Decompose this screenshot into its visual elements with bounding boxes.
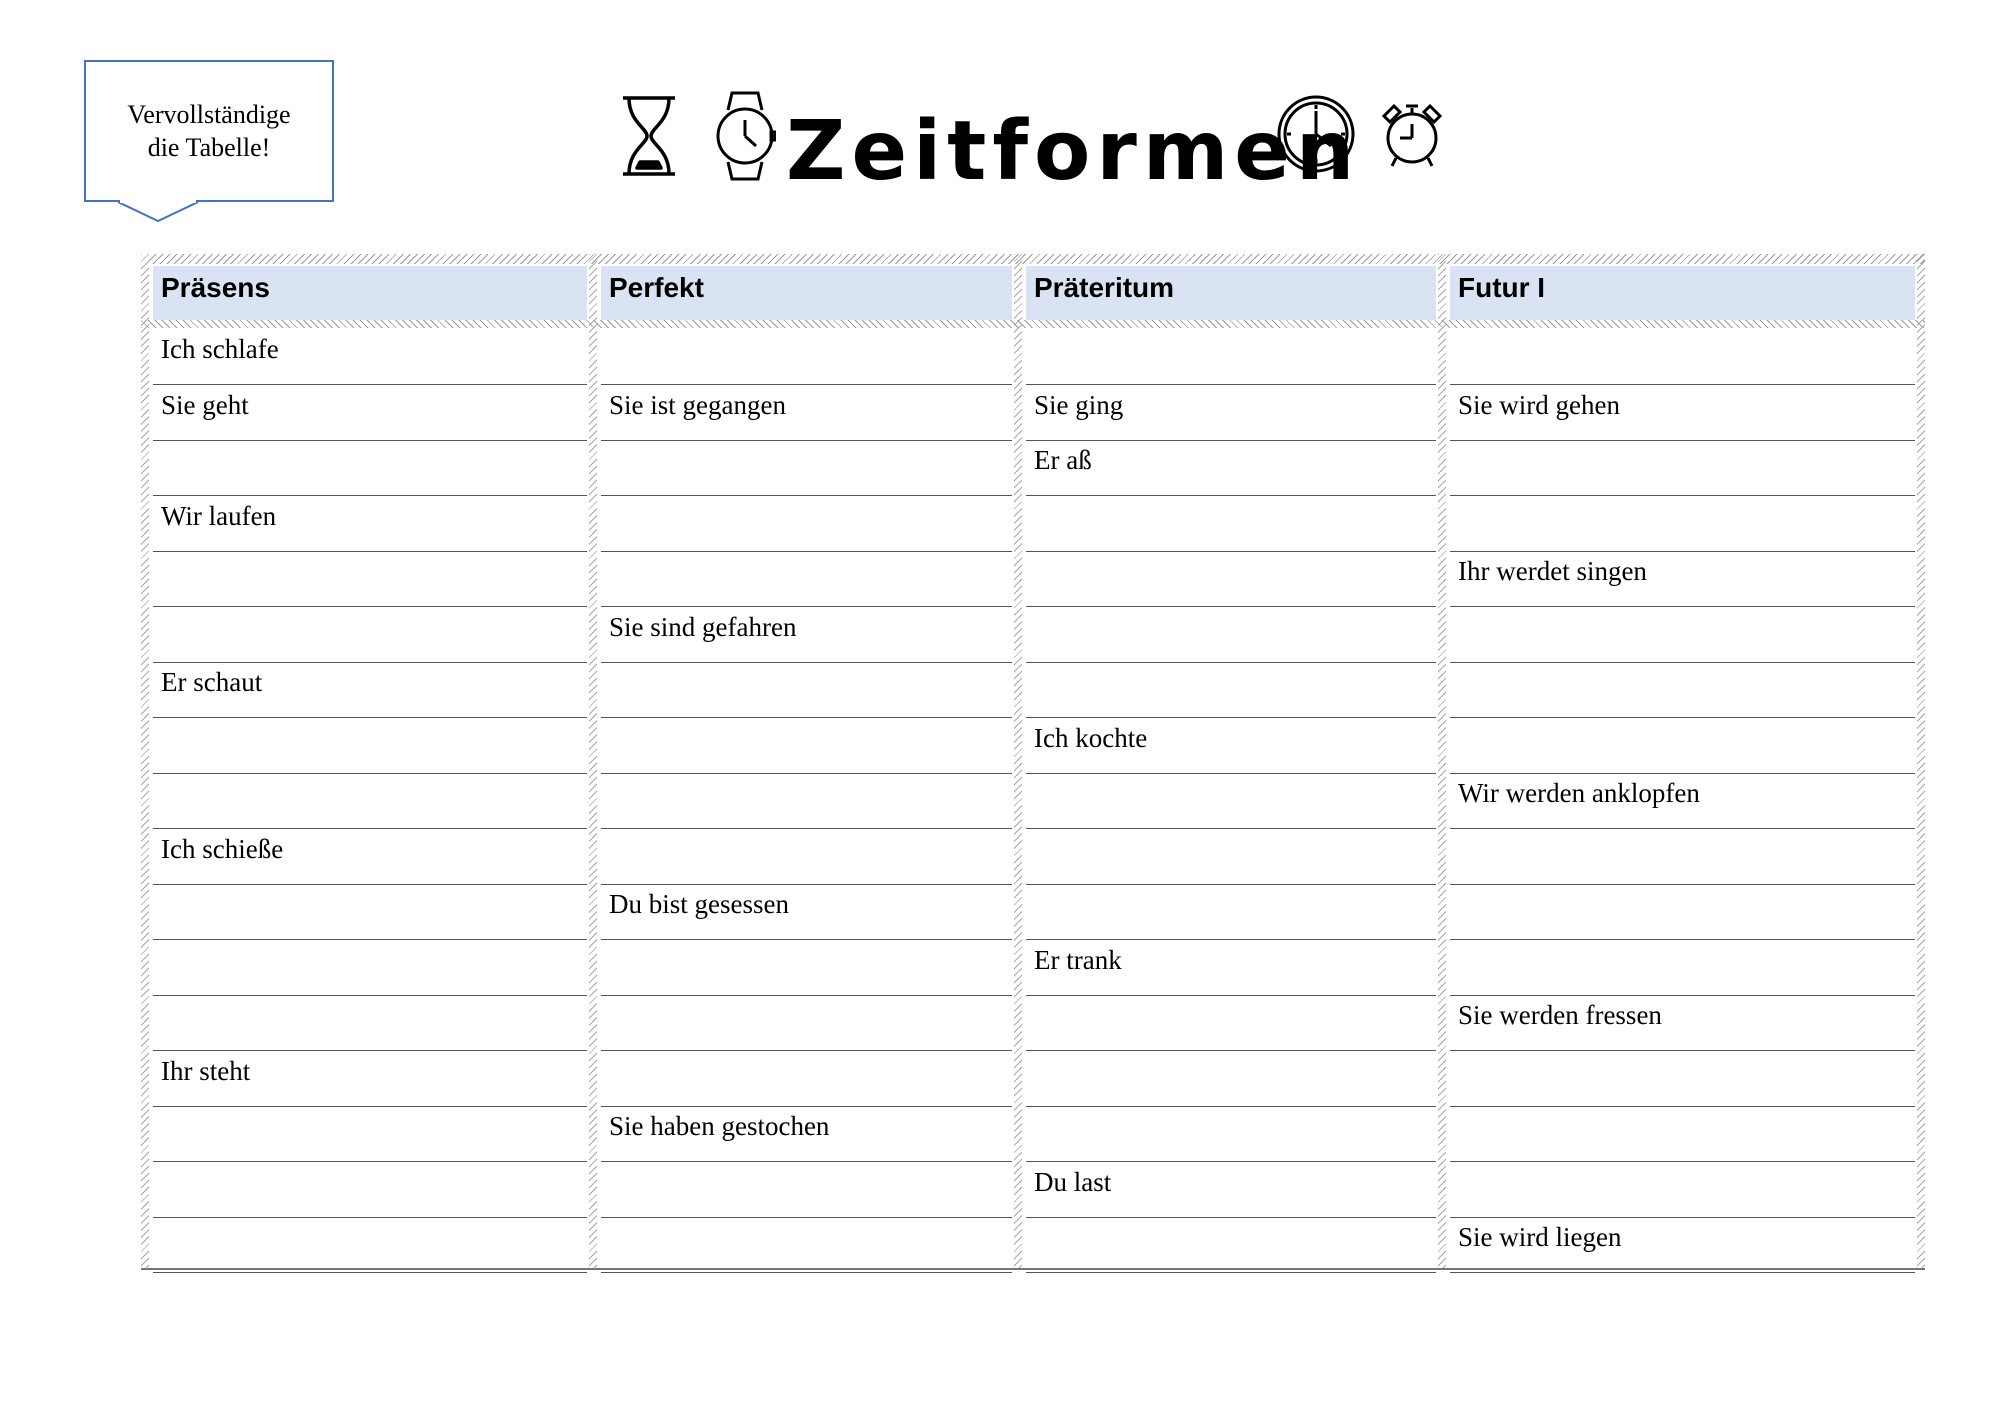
cell-perfekt[interactable]	[601, 941, 1012, 996]
cell-futur-1[interactable]	[1450, 885, 1915, 940]
table-row	[141, 663, 1925, 718]
cell-praeteritum[interactable]	[1026, 1218, 1436, 1273]
table-row	[141, 552, 1925, 607]
cell-praeteritum[interactable]	[1026, 1107, 1436, 1162]
cell-praeteritum[interactable]	[1026, 996, 1436, 1051]
cell-praeteritum[interactable]	[1026, 330, 1436, 385]
cell-perfekt[interactable]	[601, 1163, 1012, 1218]
instruction-callout	[84, 60, 334, 202]
cell-praeteritum[interactable]	[1026, 663, 1436, 718]
cell-praesens[interactable]	[153, 719, 587, 774]
callout-tail	[118, 199, 198, 225]
table-row	[141, 1107, 1925, 1162]
cell-perfekt[interactable]	[601, 552, 1012, 607]
cell-praesens[interactable]	[153, 996, 587, 1051]
cell-futur-1[interactable]	[1450, 1163, 1915, 1218]
table-row	[141, 386, 1925, 441]
cell-perfekt[interactable]: Sie sind gefahren	[601, 608, 1012, 663]
cell-praesens[interactable]	[153, 552, 587, 607]
cell-praesens[interactable]	[153, 1218, 587, 1273]
cell-praeteritum[interactable]	[1026, 1052, 1436, 1107]
header-futur-1: Futur I	[1450, 266, 1915, 320]
header-bottom-border	[141, 320, 1925, 328]
cell-perfekt[interactable]	[601, 663, 1012, 718]
cell-praesens[interactable]: Er schaut	[153, 663, 587, 718]
header-praesens: Präsens	[153, 266, 587, 320]
header-praeteritum: Präteritum	[1026, 266, 1436, 320]
cell-futur-1[interactable]	[1450, 941, 1915, 996]
clock-icon	[1276, 94, 1356, 174]
cell-futur-1[interactable]: Sie werden fressen	[1450, 996, 1915, 1051]
cell-perfekt[interactable]	[601, 830, 1012, 885]
cell-futur-1[interactable]	[1450, 1107, 1915, 1162]
cell-futur-1[interactable]: Ihr werdet singen	[1450, 552, 1915, 607]
instruction-line-1: Vervollständige	[127, 100, 291, 129]
cell-futur-1[interactable]	[1450, 330, 1915, 385]
cell-futur-1[interactable]: Sie wird liegen	[1450, 1218, 1915, 1273]
table-row	[141, 941, 1925, 996]
wristwatch-icon	[714, 90, 776, 182]
table-row	[141, 1163, 1925, 1218]
table-bottom-border	[141, 1268, 1925, 1270]
cell-praeteritum[interactable]: Sie ging	[1026, 386, 1436, 441]
table-row	[141, 1218, 1925, 1273]
cell-praeteritum[interactable]	[1026, 608, 1436, 663]
cell-perfekt[interactable]	[601, 719, 1012, 774]
table-row	[141, 885, 1925, 940]
cell-perfekt[interactable]: Du bist gesessen	[601, 885, 1012, 940]
hourglass-icon	[620, 94, 678, 178]
cell-futur-1[interactable]	[1450, 719, 1915, 774]
cell-praeteritum[interactable]: Ich kochte	[1026, 719, 1436, 774]
cell-perfekt[interactable]: Sie haben gestochen	[601, 1107, 1012, 1162]
table-row	[141, 996, 1925, 1051]
cell-praeteritum[interactable]	[1026, 830, 1436, 885]
cell-praesens[interactable]	[153, 1163, 587, 1218]
cell-futur-1[interactable]	[1450, 663, 1915, 718]
table-row	[141, 441, 1925, 496]
cell-praeteritum[interactable]: Er aß	[1026, 441, 1436, 496]
cell-praesens[interactable]: Ich schlafe	[153, 330, 587, 385]
cell-praeteritum[interactable]: Du last	[1026, 1163, 1436, 1218]
table-row	[141, 330, 1925, 385]
cell-praesens[interactable]	[153, 441, 587, 496]
cell-praeteritum[interactable]	[1026, 885, 1436, 940]
cell-praeteritum[interactable]: Er trank	[1026, 941, 1436, 996]
cell-perfekt[interactable]	[601, 497, 1012, 552]
cell-praesens[interactable]	[153, 1107, 587, 1162]
cell-praesens[interactable]: Sie geht	[153, 386, 587, 441]
cell-praeteritum[interactable]	[1026, 497, 1436, 552]
cell-perfekt[interactable]	[601, 1218, 1012, 1273]
cell-praesens[interactable]	[153, 941, 587, 996]
cell-praesens[interactable]: Ihr steht	[153, 1052, 587, 1107]
table-row	[141, 1052, 1925, 1107]
cell-futur-1[interactable]	[1450, 830, 1915, 885]
cell-praeteritum[interactable]	[1026, 552, 1436, 607]
cell-praesens[interactable]: Ich schieße	[153, 830, 587, 885]
table-row	[141, 497, 1925, 552]
table-row	[141, 608, 1925, 663]
cell-perfekt[interactable]	[601, 1052, 1012, 1107]
cell-praeteritum[interactable]	[1026, 774, 1436, 829]
table-row	[141, 719, 1925, 774]
cell-futur-1[interactable]	[1450, 608, 1915, 663]
cell-futur-1[interactable]: Sie wird gehen	[1450, 386, 1915, 441]
cell-perfekt[interactable]	[601, 330, 1012, 385]
cell-praesens[interactable]	[153, 774, 587, 829]
page-title: Zeitformen	[786, 104, 1361, 199]
tense-table	[141, 254, 1925, 1270]
instruction-line-2: die Tabelle!	[147, 133, 271, 162]
table-row	[141, 774, 1925, 829]
cell-perfekt[interactable]	[601, 774, 1012, 829]
cell-praesens[interactable]: Wir laufen	[153, 497, 587, 552]
cell-perfekt[interactable]	[601, 996, 1012, 1051]
table-top-border	[141, 254, 1925, 264]
cell-futur-1[interactable]	[1450, 441, 1915, 496]
cell-perfekt[interactable]	[601, 441, 1012, 496]
cell-praesens[interactable]	[153, 885, 587, 940]
cell-praesens[interactable]	[153, 608, 587, 663]
cell-futur-1[interactable]: Wir werden anklopfen	[1450, 774, 1915, 829]
header-perfekt: Perfekt	[601, 266, 1012, 320]
cell-futur-1[interactable]	[1450, 1052, 1915, 1107]
table-row	[141, 830, 1925, 885]
title-row	[610, 84, 1470, 204]
cell-futur-1[interactable]	[1450, 497, 1915, 552]
cell-perfekt[interactable]: Sie ist gegangen	[601, 386, 1012, 441]
alarm-clock-icon	[1376, 98, 1448, 170]
